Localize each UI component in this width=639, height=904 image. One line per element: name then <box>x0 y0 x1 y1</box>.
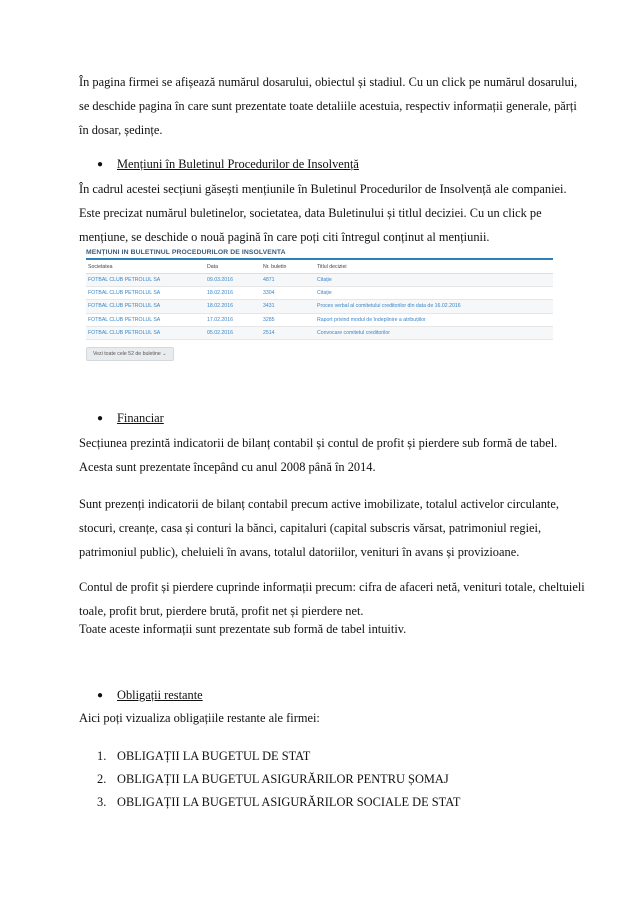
column-header: Nr. buletin <box>261 260 315 274</box>
list-number: 1. <box>97 749 107 763</box>
text-line: În cadrul acestei secțiuni găsești mențiunile în Buletinul Procedurilor de Insolvență ale companiei. <box>79 182 567 196</box>
text-line: patrimoniul public), cheluieli în avans, totalul datoriilor, venituri în avans și provizioane. <box>79 545 520 559</box>
table-cell: FOTBAL CLUB PETROLUL SA <box>86 326 205 339</box>
list-number: 3. <box>97 795 107 809</box>
text-line: În pagina firmei se afișează numărul dosarului, obiectul și stadiul. Cu un click pe numărul dosarului, <box>79 75 578 89</box>
table-cell: Citație <box>315 274 553 287</box>
intro-paragraph <box>79 70 578 142</box>
table-cell: 09.03.2016 <box>205 274 261 287</box>
text-line: Acesta sunt prezentate începând cu anul 2008 până în 2014. <box>79 460 376 474</box>
list-item-text: OBLIGAȚII LA BUGETUL DE STAT <box>117 749 311 763</box>
mentiuni-paragraph <box>79 177 569 249</box>
text-line: Sunt prezenți indicatorii de bilanț contabil precum active imobilizate, totalul activelor circulante, <box>79 497 559 511</box>
table-cell: 2514 <box>261 326 315 339</box>
text-line: toale, profit brut, pierdere brută, profit net și pierdere net. <box>79 604 364 618</box>
text-line: în dosar, ședințe. <box>79 123 163 137</box>
bullet-heading-financiar <box>97 408 164 429</box>
view-all-bulletins-button: Vezi toate cele 52 de buletine ⌄ <box>86 347 174 361</box>
column-header: Titlul deciziei <box>315 260 553 274</box>
table-cell: 18.02.2016 <box>205 287 261 300</box>
table-cell: FOTBAL CLUB PETROLUL SA <box>86 313 205 326</box>
table-row <box>86 326 553 339</box>
list-item <box>97 792 460 812</box>
table-cell: Convocare comitetul creditorilor <box>315 326 553 339</box>
column-header: Societatea <box>86 260 205 274</box>
table-cell: 3304 <box>261 287 315 300</box>
screenshot-title: MENȚIUNI IN BULETINUL PROCEDURILOR DE INSOLVENTA <box>86 249 286 256</box>
text-line: se deschide pagina în care sunt prezentate toate detaliile acestuia, respectiv informații generale, părți <box>79 99 577 113</box>
table-cell: Proces verbal al comitetului creditorilor din data de 16.02.2016 <box>315 300 553 313</box>
section-heading: Obligații restante <box>117 688 203 702</box>
list-item-text: OBLIGAȚII LA BUGETUL ASIGURĂRILOR SOCIALE DE STAT <box>117 795 461 809</box>
embedded-screenshot <box>86 248 553 374</box>
table-row <box>86 274 553 287</box>
obligatii-intro <box>79 706 569 730</box>
table-row <box>86 313 553 326</box>
financiar-paragraph-2 <box>79 492 569 564</box>
list-item <box>97 769 449 789</box>
bulletin-table <box>86 260 553 340</box>
list-item <box>97 746 310 766</box>
text-line: Toate aceste informații sunt prezentate sub formă de tabel intuitiv. <box>79 622 407 636</box>
table-row <box>86 300 553 313</box>
bullet-icon: ● <box>97 159 104 170</box>
text-line: Secțiunea prezintă indicatorii de bilanț contabil și contul de profit și pierdere sub formă de tabel. <box>79 436 558 450</box>
text-line: mențiune, se deschide o nouă pagină în care poți citi întregul conținut al mențiunii. <box>79 230 490 244</box>
table-cell: Raport privind modul de îndeplinire a atribuțiilor <box>315 313 553 326</box>
list-item-text: OBLIGAȚII LA BUGETUL ASIGURĂRILOR PENTRU ȘOMAJ <box>117 772 449 786</box>
text-line: Contul de profit și pierdere cuprinde informații precum: cifra de afaceri netă, venituri totale, cheltuieli <box>79 580 585 594</box>
table-cell: 18.02.2016 <box>205 300 261 313</box>
text-line: Este precizat numărul buletinelor, societatea, data Buletinului și titlul deciziei. Cu un click pe <box>79 206 542 220</box>
table-header-row <box>86 260 553 274</box>
table-cell: FOTBAL CLUB PETROLUL SA <box>86 287 205 300</box>
table-cell: Citație <box>315 287 553 300</box>
section-heading: Mențiuni în Buletinul Procedurilor de Insolvență <box>117 157 359 171</box>
bullet-heading-mentiuni <box>97 154 359 175</box>
table-cell: 4871 <box>261 274 315 287</box>
bullet-icon: ● <box>97 413 104 424</box>
list-number: 2. <box>97 772 107 786</box>
section-heading: Financiar <box>117 411 164 425</box>
bullet-heading-obligatii <box>97 685 203 706</box>
bullet-icon: ● <box>97 690 104 701</box>
financiar-paragraph-1 <box>79 431 569 479</box>
table-cell: 3285 <box>261 313 315 326</box>
column-header: Data <box>205 260 261 274</box>
table-cell: FOTBAL CLUB PETROLUL SA <box>86 274 205 287</box>
financiar-paragraph-3 <box>79 575 585 623</box>
text-line: Aici poți vizualiza obligațiile restante ale firmei: <box>79 711 320 725</box>
financiar-paragraph-4 <box>79 617 569 641</box>
text-line: stocuri, creanțe, casa și conturi la bănci, capitaluri (capital subscris vărsat, patrimoniul regiei, <box>79 521 542 535</box>
table-cell: 17.02.2016 <box>205 313 261 326</box>
table-row <box>86 287 553 300</box>
table-cell: 05.02.2016 <box>205 326 261 339</box>
table-cell: 3431 <box>261 300 315 313</box>
table-cell: FOTBAL CLUB PETROLUL SA <box>86 300 205 313</box>
